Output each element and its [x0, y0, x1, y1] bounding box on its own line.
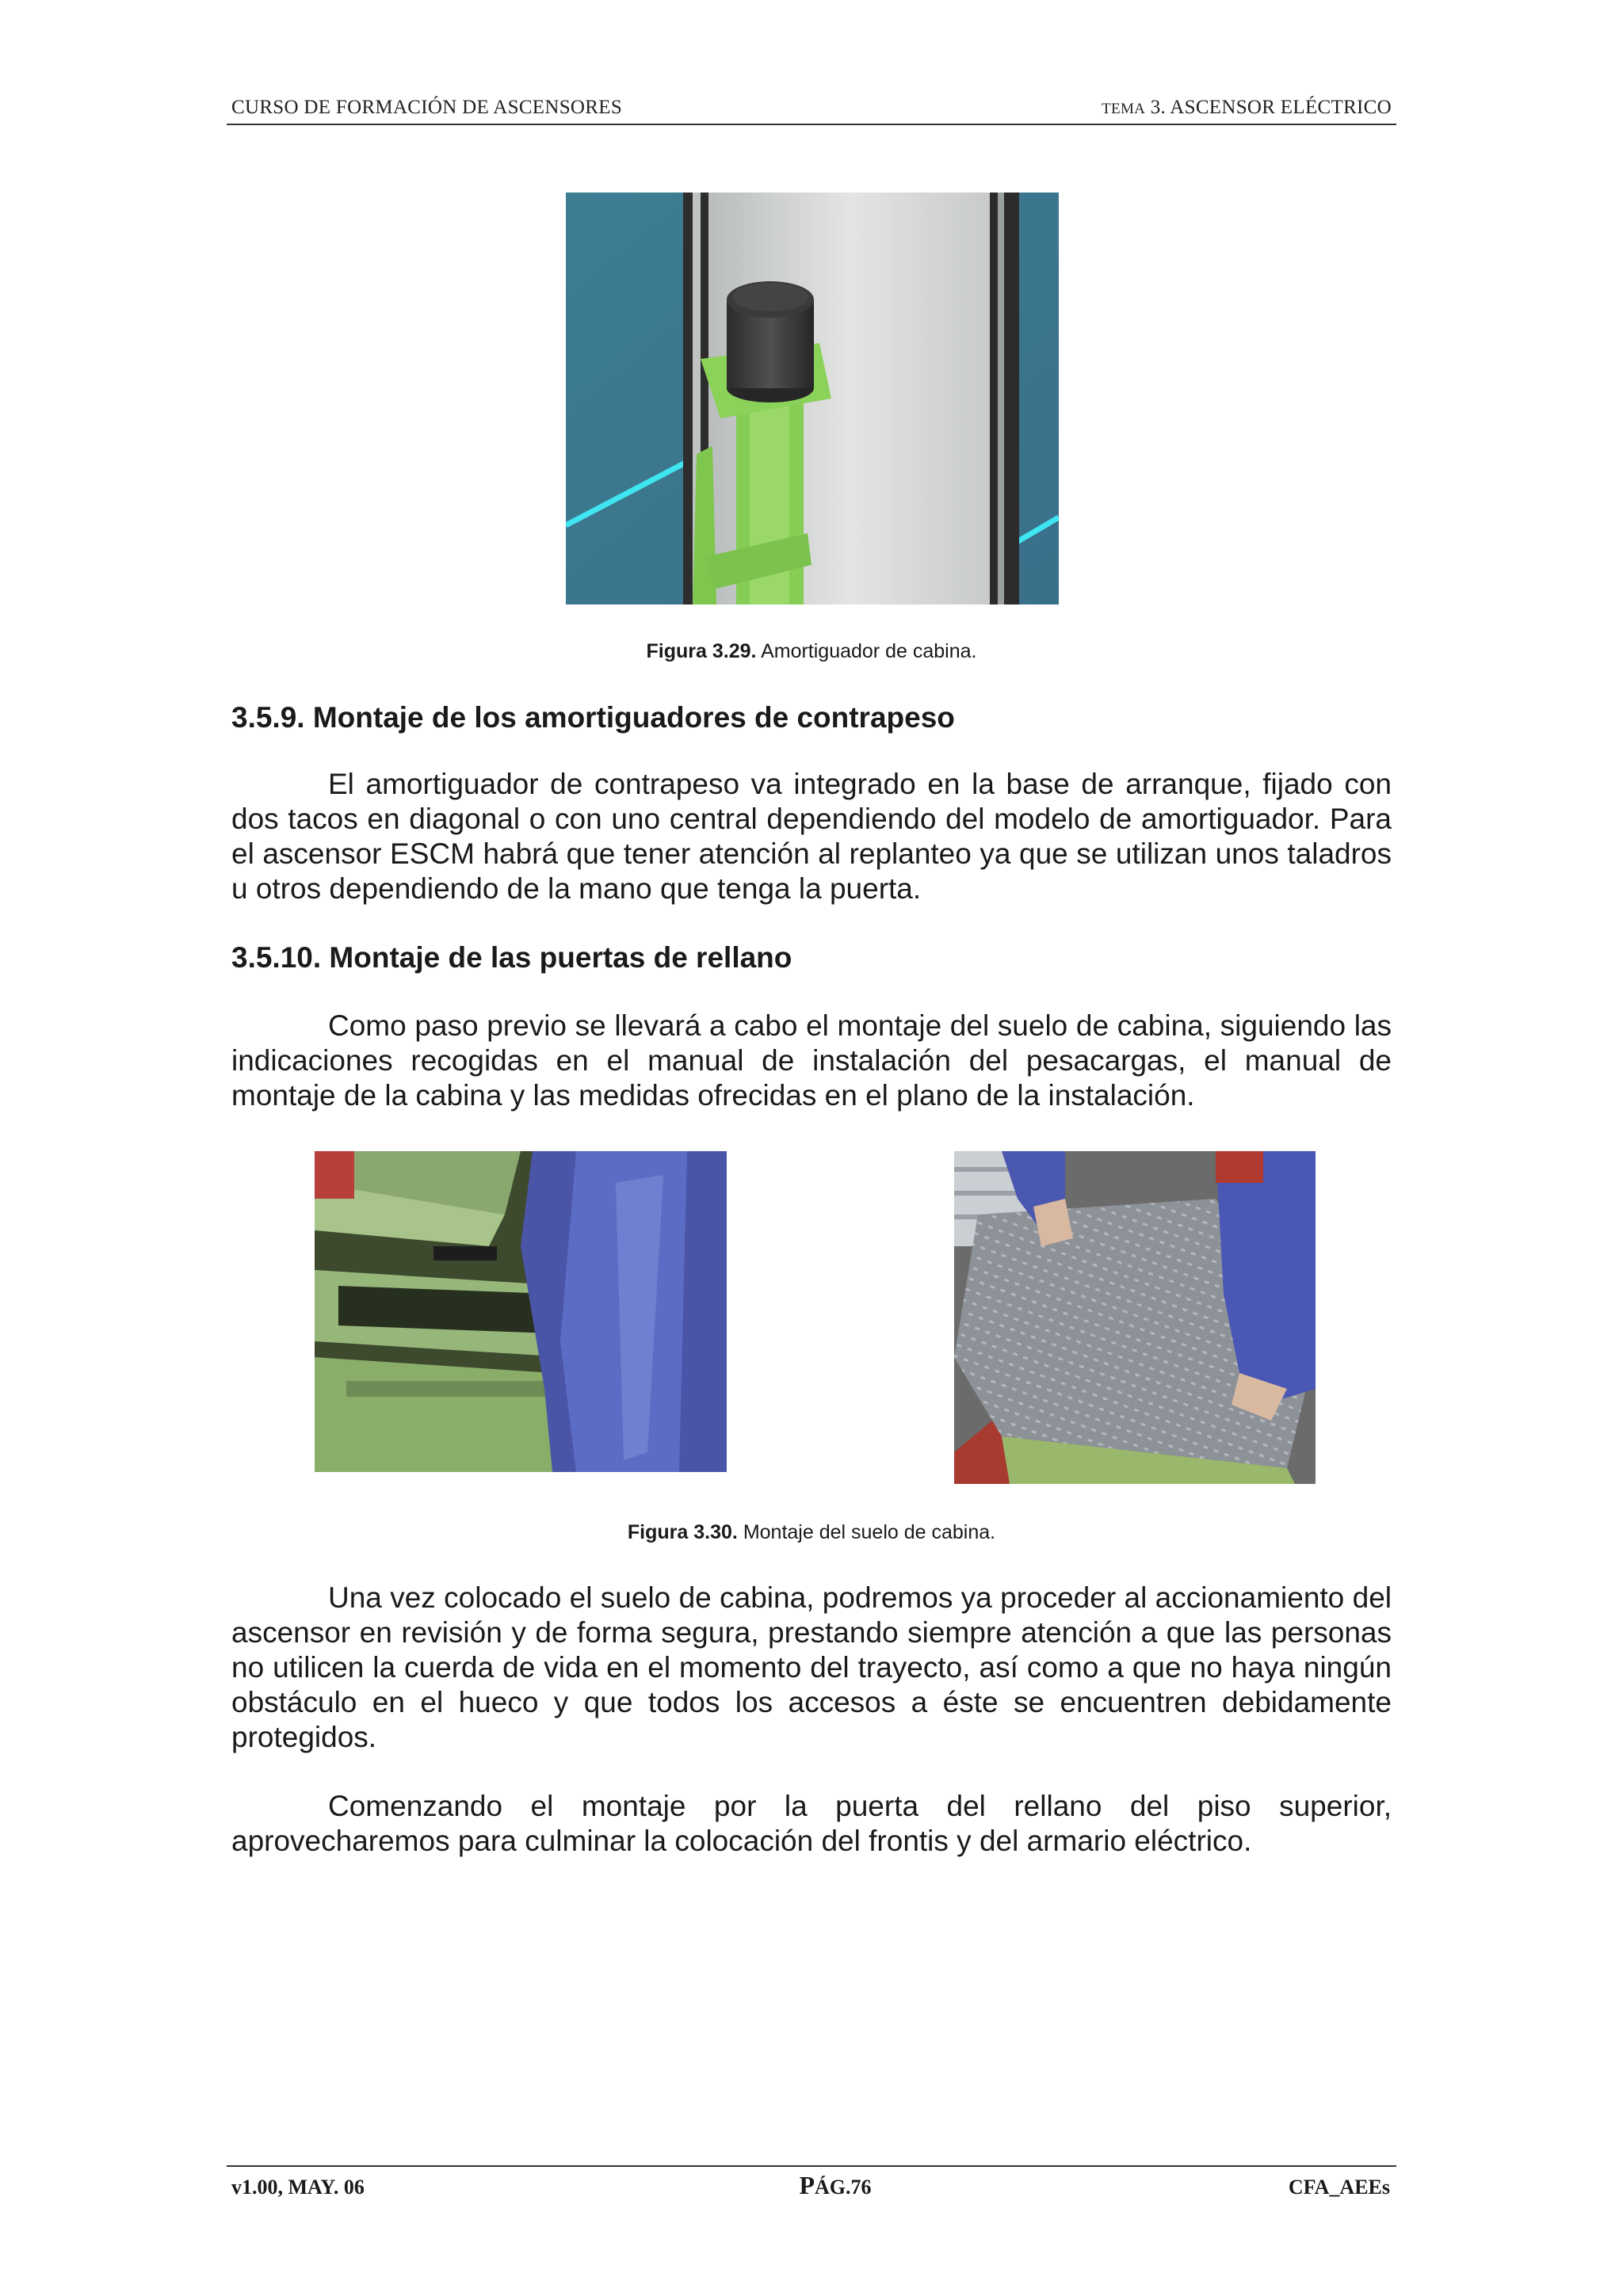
section-3-5-10-text-2: Una vez colocado el suelo de cabina, podremos ya proceder al accionamiento del ascensor en revisión y de forma segura, prestando siempre atención a que las personas no utilicen la cuerda de vida en el momento del trayecto, así como a que no haya ningún obstáculo en el hueco y que todos los accesos a éste se encuentren debidamente protegidos.: [231, 1581, 1392, 1753]
section-3-5-9-heading: 3.5.9. Montaje de los amortiguadores de contrapeso: [231, 701, 955, 734]
figure-3-29-label: Figura 3.29.: [646, 640, 757, 662]
figure-3-29-text: Amortiguador de cabina.: [761, 640, 977, 662]
header-right-title: 3. ASCENSOR ELÉCTRICO: [1150, 97, 1392, 118]
figure-3-30-label: Figura 3.30.: [627, 1521, 738, 1543]
header-rule: [227, 124, 1396, 125]
section-3-5-10-paragraph-3: [231, 1789, 1392, 1859]
figure-3-30-text: Montaje del suelo de cabina.: [743, 1521, 996, 1543]
section-3-5-10-heading: 3.5.10. Montaje de las puertas de rellano: [231, 941, 792, 974]
footer-code: CFA_AEEs: [1288, 2176, 1390, 2199]
section-3-5-10-text-3: Comenzando el montaje por la puerta del rellano del piso superior, aprovecharemos para culminar la colocación del frontis y del armario eléctrico.: [231, 1790, 1392, 1857]
section-3-5-10-paragraph-1: [231, 1009, 1392, 1113]
figure-3-30-image-left: [315, 1151, 727, 1472]
section-3-5-10-paragraph-2: [231, 1581, 1392, 1755]
header-left: CURSO DE FORMACIÓN DE ASCENSORES: [231, 97, 623, 118]
figure-3-30-caption: [0, 1521, 1623, 1544]
figure-3-30-image-right: [954, 1151, 1316, 1484]
footer-rule: [227, 2165, 1396, 2167]
footer-page-text: ÁG.76: [815, 2176, 872, 2199]
header-right: [1102, 97, 1392, 119]
footer-page-prefix: P: [799, 2171, 815, 2199]
section-3-5-10-text-1: Como paso previo se llevará a cabo el montaje del suelo de cabina, siguiendo las indicaciones recogidas en el manual de instalación del pesacargas, el manual de montaje de la cabina y las medidas ofrecidas en el plano de la instalación.: [231, 1009, 1392, 1112]
figure-3-29-caption: [0, 640, 1623, 663]
section-3-5-9-paragraph: [231, 767, 1392, 906]
header-right-prefix: TEMA: [1102, 101, 1146, 117]
footer-version: v1.00, MAY. 06: [231, 2176, 365, 2199]
figure-3-29-image: [566, 193, 1059, 605]
section-3-5-9-text: El amortiguador de contrapeso va integrado en la base de arranque, fijado con dos tacos en diagonal o con uno central dependiendo del modelo de amortiguador. Para el ascensor ESCM habrá que tener atención al replanteo ya que se utilizan unos taladros u otros dependiendo de la mano que tenga la puerta.: [231, 768, 1392, 905]
